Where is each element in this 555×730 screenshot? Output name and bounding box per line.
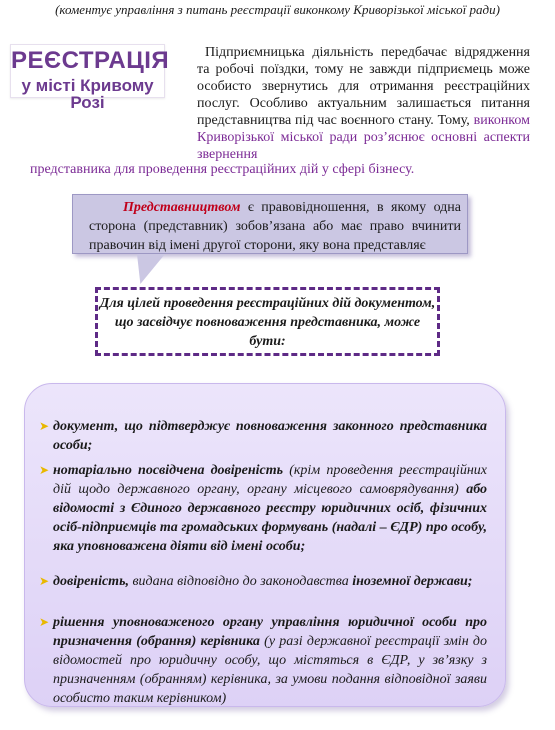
- list-item: ➤ нотаріально посвідчена довіреність (крім проведення реєстраційних дій щодо державного органу, органу місцевого самоврядування) або відомості з Єдиного державного реєстру юридичних осіб, фізичних осіб-підприємців та громадських формувань (надалі – ЄДР) про особу, яка уповноважена діяти від імені особи;: [39, 463, 487, 554]
- definition-callout: [72, 194, 468, 254]
- header-note: (коментує управління з питань реєстрації виконкому Криворізької міської ради): [55, 2, 500, 17]
- arrow-bullet-icon: ➤: [39, 574, 50, 588]
- arrow-bullet-icon: ➤: [39, 419, 50, 433]
- logo-subtitle: у місті Кривому Розі: [21, 76, 154, 112]
- logo-title: РЕЄСТРАЦІЯ: [11, 47, 170, 74]
- list-item: ➤ документ, що підтверджує повноваження законного представника особи;: [39, 419, 487, 453]
- definition-term: Представництвом: [123, 200, 241, 215]
- registration-logo: [10, 44, 170, 112]
- definition-text: є правовідношення, в якому одна сторона (представник) зобов’язана або має право вчинити правочин від імені другої сторони, яку вона представляє: [89, 200, 461, 253]
- intro-highlight: виконком Криворізької міської ради роз’яснює основні аспекти звернення: [197, 113, 530, 162]
- intro-paragraph: [197, 44, 530, 163]
- documents-heading: Для цілей проведення реєстраційних дій документом, що засвідчує повноваження представника, може бути:: [95, 287, 440, 356]
- list-item: ➤ довіреність, видана відповідно до законодавства іноземної держави;: [39, 574, 473, 589]
- documents-list: [24, 383, 506, 707]
- intro-text: Підприємницька діяльність передбачає відрядження та робочі поїздки, тому не завжди підприємець може особисто звернутись для отримання реєстраційних послуг. Особливо актуальним залишається питання представництва під час воєнного стану. Тому,: [197, 45, 530, 128]
- arrow-bullet-icon: ➤: [39, 463, 50, 477]
- list-item: ➤ рішення уповноваженого органу управління юридичної особи про призначення (обрання) керівника (у разі державної реєстрації змін до відомостей про юридичну особу, що містяться в ЄДР, у зв’язку з призначенням (обранням) керівника, за умови подання відповідної заяви особисто таким керівником): [39, 615, 487, 706]
- callout-pointer: [137, 254, 165, 284]
- intro-tail: представника для проведення реєстраційних дій у сфері бізнесу.: [30, 162, 415, 177]
- arrow-bullet-icon: ➤: [39, 615, 50, 629]
